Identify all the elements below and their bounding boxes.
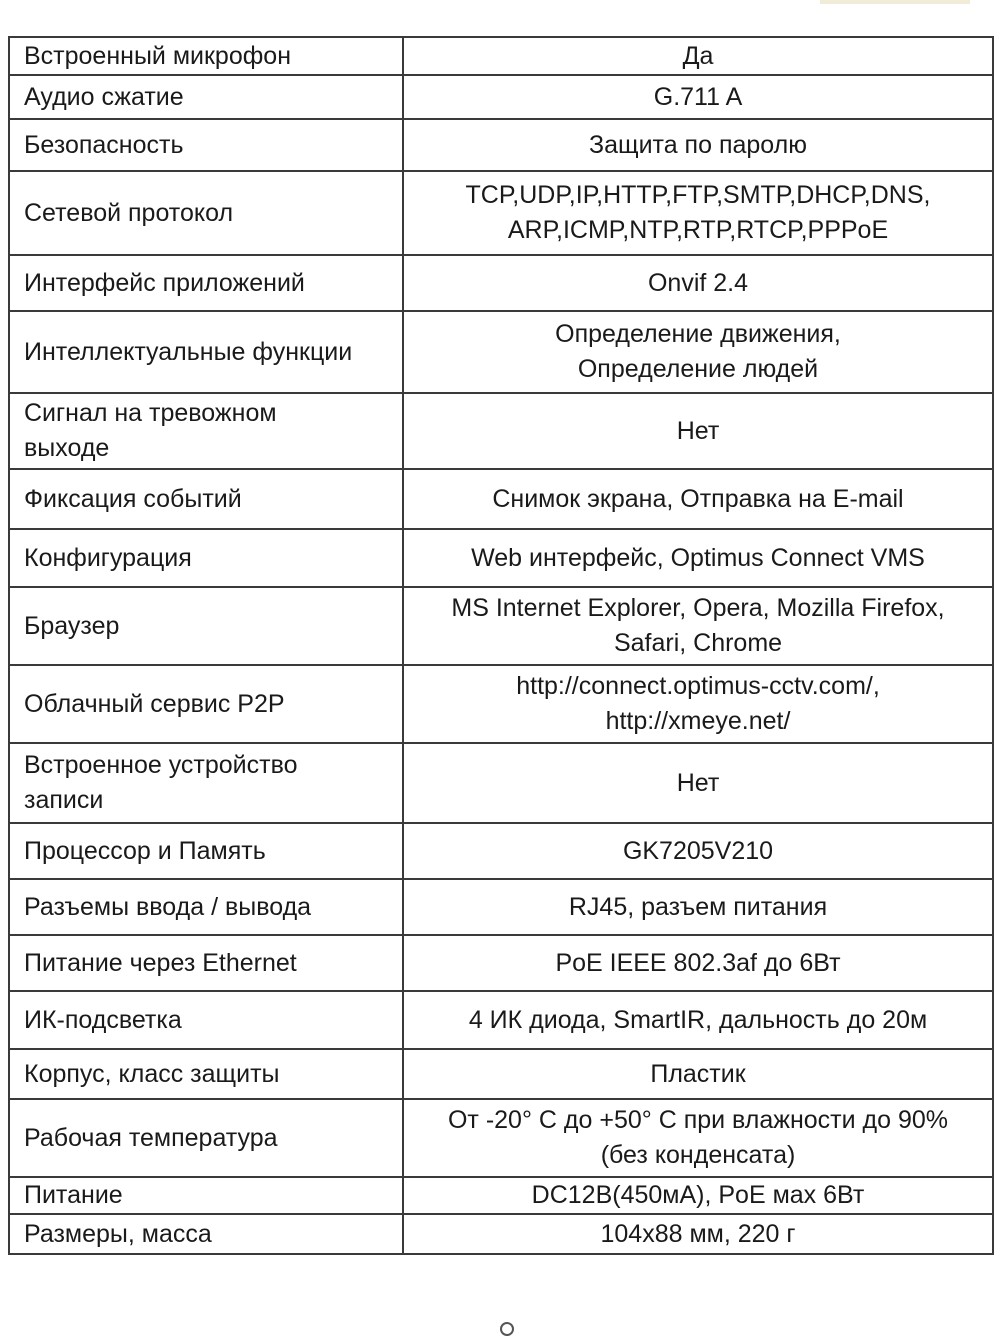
top-edge-mark xyxy=(820,0,970,4)
table-row xyxy=(9,1214,993,1254)
row-value: Пластик xyxy=(403,1049,993,1099)
row-label: Встроенный микрофон xyxy=(9,37,403,75)
table-row xyxy=(9,935,993,991)
row-label: Интерфейс приложений xyxy=(9,255,403,311)
row-label xyxy=(9,393,403,469)
row-value: Да xyxy=(403,37,993,75)
table-row xyxy=(9,1049,993,1099)
row-value: Нет xyxy=(403,743,993,823)
table-row xyxy=(9,1099,993,1177)
table-row xyxy=(9,529,993,587)
table-row xyxy=(9,879,993,935)
row-value xyxy=(403,171,993,255)
label-line: Встроенное устройство xyxy=(24,751,298,779)
table-row xyxy=(9,991,993,1049)
table-row xyxy=(9,469,993,529)
row-value: DC12В(450мА), PoE мах 6Вт xyxy=(403,1177,993,1214)
row-value xyxy=(403,587,993,665)
row-value: PoE IEEE 802.3af до 6Вт xyxy=(403,935,993,991)
row-label: Облачный сервис P2P xyxy=(9,665,403,743)
table-row xyxy=(9,393,993,469)
row-value: Снимок экрана, Отправка на E-mail xyxy=(403,469,993,529)
row-value: RJ45, разъем питания xyxy=(403,879,993,935)
table-row xyxy=(9,665,993,743)
table-row xyxy=(9,1177,993,1214)
row-label: Аудио сжатие xyxy=(9,75,403,119)
row-label: Корпус, класс защиты xyxy=(9,1049,403,1099)
row-value: Onvif 2.4 xyxy=(403,255,993,311)
row-value xyxy=(403,1099,993,1177)
table-row xyxy=(9,171,993,255)
row-value: 104x88 мм, 220 г xyxy=(403,1214,993,1254)
row-label: Питание xyxy=(9,1177,403,1214)
row-label: Разъемы ввода / вывода xyxy=(9,879,403,935)
row-value: G.711 A xyxy=(403,75,993,119)
table-row xyxy=(9,823,993,879)
row-label: Сетевой протокол xyxy=(9,171,403,255)
row-label: Конфигурация xyxy=(9,529,403,587)
row-label: Фиксация событий xyxy=(9,469,403,529)
row-label: Безопасность xyxy=(9,119,403,171)
row-label: Браузер xyxy=(9,587,403,665)
value-line: TCP,UDP,IP,HTTP,FTP,SMTP,DHCP,DNS, xyxy=(465,181,931,209)
row-value xyxy=(403,665,993,743)
table-row xyxy=(9,119,993,171)
label-line: записи xyxy=(24,786,104,814)
row-value: 4 ИК диода, SmartIR, дальность до 20м xyxy=(403,991,993,1049)
row-label: Интеллектуальные функции xyxy=(9,311,403,393)
table-row xyxy=(9,311,993,393)
spec-table xyxy=(8,36,994,1255)
row-label xyxy=(9,743,403,823)
row-label: ИК-подсветка xyxy=(9,991,403,1049)
row-value xyxy=(403,311,993,393)
value-line: MS Internet Explorer, Opera, Mozilla Firefox, xyxy=(451,594,945,622)
table-row xyxy=(9,37,993,75)
row-value: Web интерфейс, Optimus Connect VMS xyxy=(403,529,993,587)
value-line: Определение людей xyxy=(577,355,819,383)
row-value: Нет xyxy=(403,393,993,469)
table-row xyxy=(9,75,993,119)
table-row xyxy=(9,743,993,823)
label-line: выходе xyxy=(24,434,110,462)
row-label: Питание через Ethernet xyxy=(9,935,403,991)
value-line: Определение движения, xyxy=(555,320,841,348)
value-line: Safari, Chrome xyxy=(613,629,783,657)
table-row xyxy=(9,587,993,665)
row-label: Размеры, масса xyxy=(9,1214,403,1254)
label-line: Сигнал на тревожном xyxy=(24,399,277,427)
row-label: Рабочая температура xyxy=(9,1099,403,1177)
row-value: GK7205V210 xyxy=(403,823,993,879)
table-row xyxy=(9,255,993,311)
value-line: http://connect.optimus-cctv.com/, xyxy=(516,672,880,700)
row-label: Процессор и Память xyxy=(9,823,403,879)
value-line: (без конденсата) xyxy=(600,1141,796,1169)
value-line: От -20° С до +50° С при влажности до 90% xyxy=(447,1106,949,1134)
value-line: ARP,ICMP,NTP,RTP,RTCP,PPPoE xyxy=(507,216,889,244)
row-value: Защита по паролю xyxy=(403,119,993,171)
value-line: http://xmeye.net/ xyxy=(605,707,791,735)
